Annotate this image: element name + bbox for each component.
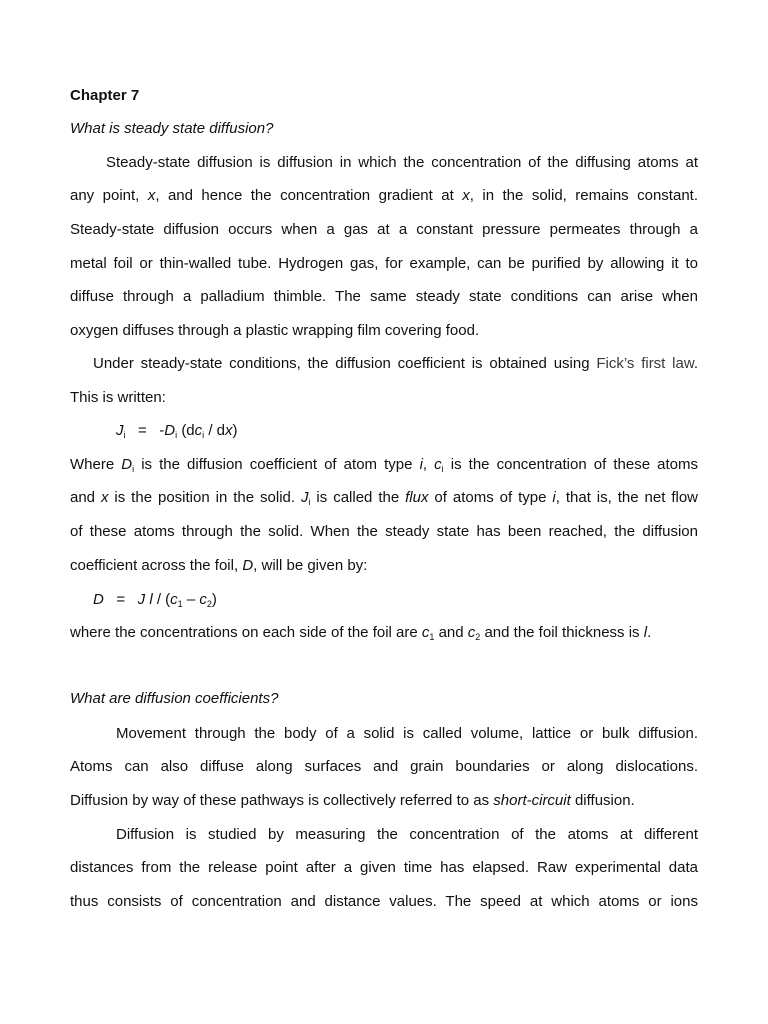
paragraph-line: Where $D_i$ is the diffusion coefficient of atom type i, $c_i$ is the concentration of these atoms — [70, 456, 698, 474]
paragraph-line: coefficient across the foil, D, will be given by: — [70, 557, 368, 574]
equation-diffusion-coefficient: D = J l / $(c_1 - c_2)$ — [93, 591, 217, 609]
paragraph-line: diffuse through a palladium thimble. The same steady state conditions can arise when — [70, 288, 698, 305]
equation-ficks-first-law: $J_i$ = $-D_i$ $(dc_i / dx)$ — [116, 422, 238, 440]
paragraph-line: Under steady-state conditions, the diffusion coefficient is obtained using Fick’s first law. — [93, 355, 698, 372]
chapter-title: Chapter 7 — [70, 87, 140, 104]
paragraph-line: Atoms can also diffuse along surfaces and grain boundaries or along dislocations. — [70, 758, 698, 775]
paragraph-line: Diffusion is studied by measuring the concentration of the atoms at different — [116, 826, 698, 843]
paragraph-line: Diffusion by way of these pathways is collectively referred to as short-circuit diffusion. — [70, 792, 635, 809]
paragraph-line: Steady-state diffusion occurs when a gas at a constant pressure permeates through a — [70, 221, 698, 238]
paragraph-line: thus consists of concentration and distance values. The speed at which atoms or ions — [70, 893, 698, 910]
paragraph-line: of these atoms through the solid. When the steady state has been reached, the diffusion — [70, 523, 698, 540]
section-heading-steady-state: What is steady state diffusion? — [70, 120, 274, 137]
paragraph-line: Steady-state diffusion is diffusion in which the concentration of the diffusing atoms at — [106, 154, 698, 171]
paragraph-line: where the concentrations on each side of the foil are $c_1$ and $c_2$ and the foil thickness is l. — [70, 624, 652, 642]
paragraph-line: oxygen diffuses through a plastic wrapping film covering food. — [70, 322, 480, 339]
paragraph-line: any point, x, and hence the concentration gradient at x, in the solid, remains constant. — [70, 187, 698, 204]
ficks-law-term: Fick’s first law — [596, 355, 694, 372]
paragraph-line: and x is the position in the solid. $J_i$ is called the flux of atoms of type i, that is, the net flow — [70, 489, 698, 507]
paragraph-line: This is written: — [70, 389, 166, 406]
section-heading-diffusion-coefficients: What are diffusion coefficients? — [70, 690, 279, 707]
paragraph-line: Movement through the body of a solid is called volume, lattice or bulk diffusion. — [116, 725, 698, 742]
paragraph-line: distances from the release point after a given time has elapsed. Raw experimental data — [70, 859, 698, 876]
paragraph-line: metal foil or thin-walled tube. Hydrogen gas, for example, can be purified by allowing it to — [70, 255, 698, 272]
